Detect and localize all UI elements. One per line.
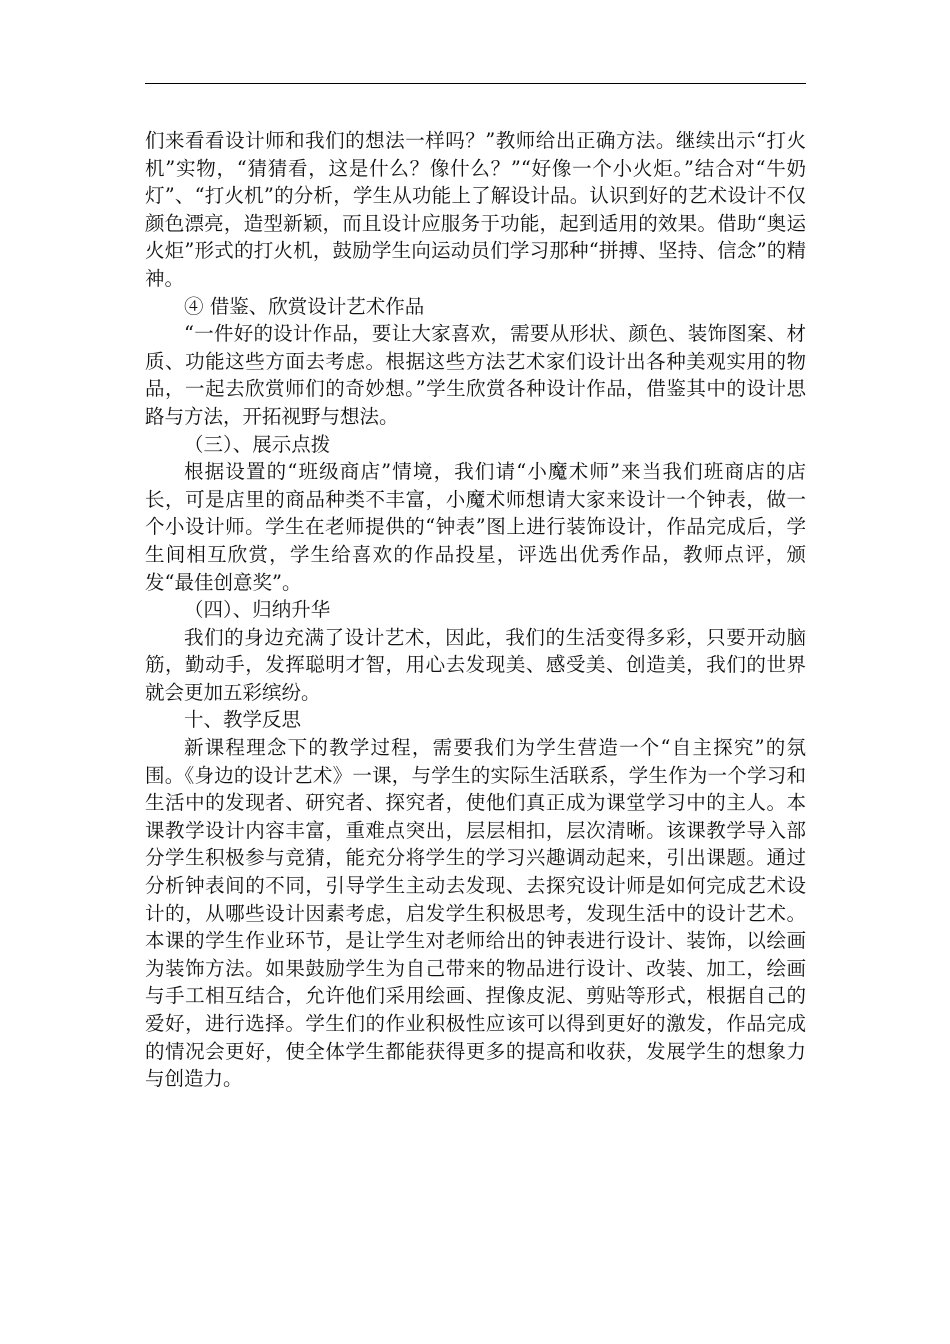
section-heading-summary: （四）、归纳升华: [184, 598, 331, 622]
section-heading-display-guidance: （三）、展示点拨: [184, 432, 331, 456]
body-paragraph-appreciation: “一件好的设计作品，要让大家喜欢，需要从形状、颜色、装饰图案、材质、功能这些方面去考虑。根据这些方法艺术家们设计出各种美观实用的物品，一起去欣赏师们的奇妙想。”学生欣赏各种设计作品，借鉴其中的设计思路与方法，开拓视野与想法。: [145, 322, 806, 428]
body-paragraph-reflection: 新课程理念下的教学过程，需要我们为学生营造一个“自主探究”的氛围。《身边的设计艺术》一课，与学生的实际生活联系，学生作为一个学习和生活中的发现者、研究者、探究者，使他们真正成为课堂学习中的主人。本课教学设计内容丰富，重难点突出，层层相扣，层次清晰。该课教学导入部分学生积极参与竞猜，能充分将学生的学习兴趣调动起来，引出课题。通过分析钟表间的不同，引导学生主动去发现、去探究设计师是如何完成艺术设计的，从哪些设计因素考虑，启发学生积极思考，发现生活中的设计艺术。本课的学生作业环节，是让学生对老师给出的钟表进行设计、装饰，以绘画为装饰方法。如果鼓励学生为自己带来的物品进行设计、改装、加工，绘画与手工相互结合，允许他们采用绘画、捏像皮泥、剪贴等形式，根据自己的爱好，进行选择。学生们的作业积极性应该可以得到更好的激发，作品完成的情况会更好，使全体学生都能获得更多的提高和收获，发展学生的想象力与创造力。: [145, 736, 806, 1091]
header-rule: [145, 83, 806, 84]
section-heading-teaching-reflection: 十、教学反思: [184, 708, 302, 732]
body-paragraph-continuation: 们来看看设计师和我们的想法一样吗？”教师给出正确方法。继续出示“打火机”实物，“猜猜看，这是什么？像什么？”“好像一个小火炬。”结合对“牛奶灯”、“打火机”的分析，学生从功能上了解设计品。认识到好的艺术设计不仅颜色漂亮，造型新颖，而且设计应服务于功能，起到适用的效果。借助“奥运火炬”形式的打火机，鼓励学生向运动员们学习那种“拼搏、坚持、信念”的精神。: [145, 129, 806, 290]
document-body: [145, 127, 806, 1093]
section-heading-appreciate-works: ④ 借鉴、欣赏设计艺术作品: [184, 294, 425, 318]
body-paragraph-summary: 我们的身边充满了设计艺术，因此，我们的生活变得多彩，只要开动脑筋，勤动手，发挥聪明才智，用心去发现美、感受美、创造美，我们的世界就会更加五彩缤纷。: [145, 625, 806, 704]
body-paragraph-class-store: 根据设置的“班级商店”情境，我们请“小魔术师”来当我们班商店的店长，可是店里的商品种类不丰富，小魔术师想请大家来设计一个钟表，做一个小设计师。学生在老师提供的“钟表”图上进行装饰设计，作品完成后，学生间相互欣赏，学生给喜欢的作品投星，评选出优秀作品，教师点评，颁发“最佳创意奖”。: [145, 460, 806, 594]
